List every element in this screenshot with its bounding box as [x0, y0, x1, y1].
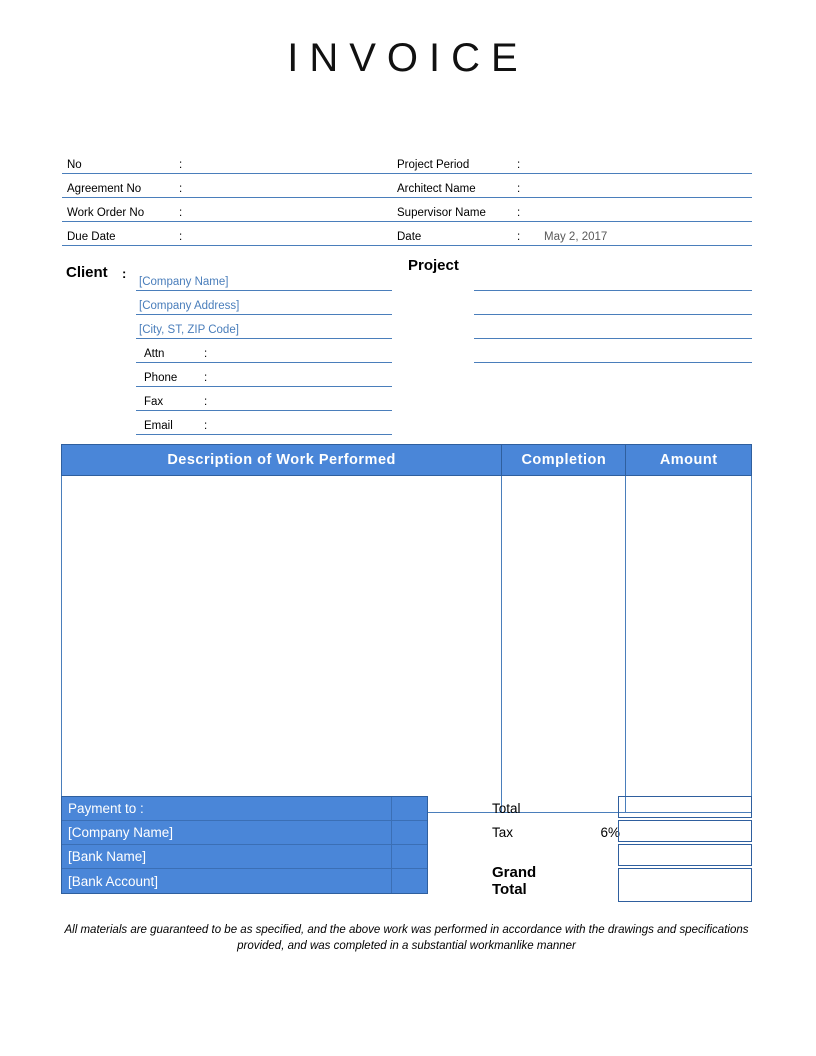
client-attn-colon: : — [204, 348, 208, 360]
meta-colon: : — [179, 183, 183, 195]
client-field-attn[interactable] — [136, 339, 392, 363]
meta-label: Project Period — [397, 159, 470, 171]
cell-completion[interactable] — [502, 476, 626, 813]
table-row — [62, 476, 752, 813]
meta-label: Supervisor Name — [397, 207, 486, 219]
meta-colon: : — [179, 159, 183, 171]
payment-block — [61, 796, 428, 894]
meta-value — [531, 171, 752, 173]
client-phone-colon: : — [204, 372, 208, 384]
meta-label: Architect Name — [397, 183, 476, 195]
client-field-company-name[interactable] — [136, 267, 392, 291]
client-field-fax[interactable] — [136, 387, 392, 411]
client-attn-label: Attn — [144, 348, 165, 360]
project-details — [474, 267, 752, 363]
project-line[interactable] — [474, 315, 752, 339]
column-header-amount: Amount — [626, 445, 752, 476]
column-header-description: Description of Work Performed — [62, 445, 502, 476]
meta-field-work-order-no[interactable] — [62, 199, 392, 222]
meta-row — [62, 198, 752, 222]
cell-amount[interactable] — [626, 476, 752, 813]
client-field-company-address[interactable] — [136, 291, 392, 315]
meta-value — [531, 195, 752, 197]
meta-colon: : — [179, 231, 183, 243]
payment-bank-name: [Bank Name] — [68, 849, 147, 864]
meta-value — [193, 171, 392, 173]
cell-description[interactable] — [62, 476, 502, 813]
meta-colon: : — [517, 159, 521, 171]
payment-company-name: [Company Name] — [68, 825, 174, 840]
payment-bank-account: [Bank Account] — [68, 873, 159, 889]
meta-field-supervisor-name[interactable] — [392, 199, 752, 222]
payment-side-cell — [391, 869, 427, 893]
meta-label: Due Date — [67, 231, 116, 243]
client-field-email[interactable] — [136, 411, 392, 435]
payment-row-company[interactable] — [62, 821, 427, 845]
totals-block — [492, 796, 752, 898]
meta-field-no[interactable] — [62, 151, 392, 174]
project-line[interactable] — [474, 339, 752, 363]
client-company-address-value: [Company Address] — [139, 300, 240, 312]
client-phone-label: Phone — [144, 372, 178, 384]
project-line[interactable] — [474, 291, 752, 315]
client-city-state-zip-value: [City, ST, ZIP Code] — [139, 324, 239, 336]
meta-field-agreement-no[interactable] — [62, 175, 392, 198]
payment-side-cell — [391, 845, 427, 868]
meta-colon: : — [517, 183, 521, 195]
meta-value: May 2, 2017 — [544, 231, 608, 243]
project-line[interactable] — [474, 267, 752, 291]
client-heading: Client — [66, 264, 108, 281]
client-fax-colon: : — [204, 396, 208, 408]
client-company-name-value: [Company Name] — [139, 276, 229, 288]
payment-side-cell — [391, 797, 427, 820]
client-fax-label: Fax — [144, 396, 164, 408]
grand-total-value-box[interactable] — [618, 868, 752, 902]
meta-label: Work Order No — [67, 207, 145, 219]
client-email-colon: : — [204, 420, 208, 432]
tax-rate: 6% — [600, 824, 620, 840]
total-label: Total — [492, 800, 521, 816]
meta-field-project-period[interactable] — [392, 151, 752, 174]
meta-colon: : — [517, 207, 521, 219]
extra-value-box[interactable] — [618, 844, 752, 866]
page-title: INVOICE — [287, 36, 529, 80]
column-header-completion: Completion — [502, 445, 626, 476]
meta-value — [531, 219, 752, 221]
client-field-phone[interactable] — [136, 363, 392, 387]
tax-label: Tax — [492, 824, 514, 840]
meta-colon: : — [179, 207, 183, 219]
grand-total-label: Grand Total — [492, 864, 537, 898]
client-email-label: Email — [144, 420, 173, 432]
payment-side-cell — [391, 821, 427, 844]
payment-row-account[interactable] — [62, 869, 427, 893]
client-field-city-state-zip[interactable] — [136, 315, 392, 339]
table-header-row — [62, 445, 752, 476]
payment-row-bank[interactable] — [62, 845, 427, 869]
meta-field-architect-name[interactable] — [392, 175, 752, 198]
meta-field-date[interactable] — [392, 223, 752, 246]
meta-label: Date — [397, 231, 422, 243]
project-heading: Project — [408, 257, 459, 274]
meta-row — [62, 174, 752, 198]
guarantee-footer-text: All materials are guaranteed to be as specified, and the above work was performed in accordance with the drawings and specifications provided, and was completed in a substantial workmanlike manner — [64, 924, 749, 952]
meta-value — [193, 219, 392, 221]
meta-row — [62, 222, 752, 246]
payment-heading-label: Payment to : — [68, 801, 144, 816]
work-performed-table — [61, 444, 752, 813]
meta-value — [193, 195, 392, 197]
meta-field-due-date[interactable] — [62, 223, 392, 246]
client-details — [136, 267, 392, 435]
meta-label: No — [67, 159, 82, 171]
payment-row-heading — [62, 797, 427, 821]
total-value-box[interactable] — [618, 796, 752, 818]
meta-value — [193, 243, 392, 245]
meta-colon: : — [517, 231, 521, 243]
tax-value-box[interactable] — [618, 820, 752, 842]
invoice-meta-block — [62, 150, 752, 246]
client-heading-colon: : — [122, 266, 127, 281]
meta-label: Agreement No — [67, 183, 142, 195]
meta-row — [62, 150, 752, 174]
